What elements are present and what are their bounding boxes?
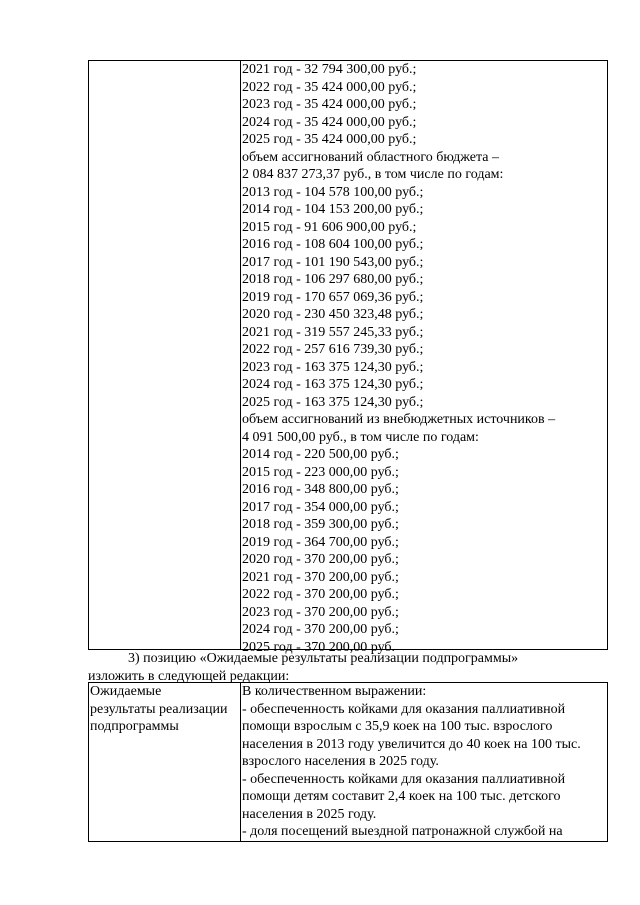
funding-line: 2019 год - 364 700,00 руб.; [242,534,399,550]
funding-line: 2017 год - 354 000,00 руб.; [242,499,399,515]
result-line: населения в 2025 году. [242,806,377,822]
funding-line: объем ассигнований областного бюджета – [242,149,499,165]
funding-line: 4 091 500,00 руб., в том числе по годам: [242,429,479,445]
funding-line: 2016 год - 108 604 100,00 руб.; [242,237,424,252]
funding-line: 2 084 837 273,37 руб., в том числе по годам: [242,167,504,182]
funding-line: 2022 год - 370 200,00 руб.; [242,587,399,602]
result-line: - обеспеченность койками для оказания паллиативной [242,701,566,717]
expected-results-label-cell [89,683,241,841]
result-line: - доля посещений выездной патронажной службой на [242,824,563,839]
funding-line: 2024 год - 370 200,00 руб.; [242,622,399,637]
funding-line: 2016 год - 348 800,00 руб.; [242,482,399,497]
funding-line: 2013 год - 104 578 100,00 руб.; [242,184,424,200]
result-line: - обеспеченность койками для оказания паллиативной [242,771,566,787]
label-line: результаты реализации [90,701,228,717]
funding-line: 2021 год - 32 794 300,00 руб.; [242,62,417,77]
funding-line: 2015 год - 91 606 900,00 руб.; [242,219,417,235]
result-line: населения в 2013 году увеличится до 40 коек на 100 тыс. [242,736,581,752]
funding-line: 2025 год - 35 424 000,00 руб.; [242,132,417,147]
funding-table-label-cell [89,61,241,649]
funding-line: 2025 год - 370 200,00 руб. [242,639,396,655]
funding-line: 2023 год - 370 200,00 руб.; [242,604,399,620]
funding-line: 2014 год - 104 153 200,00 руб.; [242,202,424,217]
funding-table [88,60,608,655]
funding-line: 2020 год - 230 450 323,48 руб.; [242,307,424,322]
label-line: подпрограммы [90,719,179,734]
result-line: помощи взрослым с 35,9 коек на 100 тыс. взрослого [242,719,553,734]
funding-line: 2025 год - 163 375 124,30 руб.; [242,394,424,410]
funding-line: 2023 год - 35 424 000,00 руб.; [242,97,417,112]
funding-line: 2022 год - 35 424 000,00 руб.; [242,79,417,95]
expected-results-value-cell [242,683,607,841]
funding-line: 2024 год - 35 424 000,00 руб.; [242,114,417,130]
funding-line: 2021 год - 319 557 245,33 руб.; [242,324,424,340]
funding-line: 2014 год - 220 500,00 руб.; [242,447,399,462]
funding-line: 2018 год - 106 297 680,00 руб.; [242,272,424,287]
funding-line: 2019 год - 170 657 069,36 руб.; [242,289,424,305]
result-line: взрослого населения в 2025 году. [242,754,439,769]
funding-line: объем ассигнований из внебюджетных источников – [242,412,556,427]
funding-line: 2021 год - 370 200,00 руб.; [242,569,399,585]
funding-line: 2020 год - 370 200,00 руб.; [242,552,399,567]
funding-line: 2017 год - 101 190 543,00 руб.; [242,254,424,270]
paragraph-line: изложить в следующей редакции: [88,668,290,684]
funding-line: 2023 год - 163 375 124,30 руб.; [242,359,424,375]
result-line: помощи детям составит 2,4 коек на 100 тыс. детского [242,789,561,804]
amendment-paragraph [88,650,608,685]
funding-line: 2024 год - 163 375 124,30 руб.; [242,377,424,392]
funding-line: 2022 год - 257 616 739,30 руб.; [242,342,424,357]
label-line: Ожидаемые [90,684,162,699]
result-line: В количественном выражении: [242,684,427,699]
funding-line: 2018 год - 359 300,00 руб.; [242,517,399,532]
funding-table-value-cell [242,61,607,656]
paragraph-line: 3) позицию «Ожидаемые результаты реализации подпрограммы» [128,651,519,666]
expected-results-table [88,682,608,842]
funding-line: 2015 год - 223 000,00 руб.; [242,464,399,480]
